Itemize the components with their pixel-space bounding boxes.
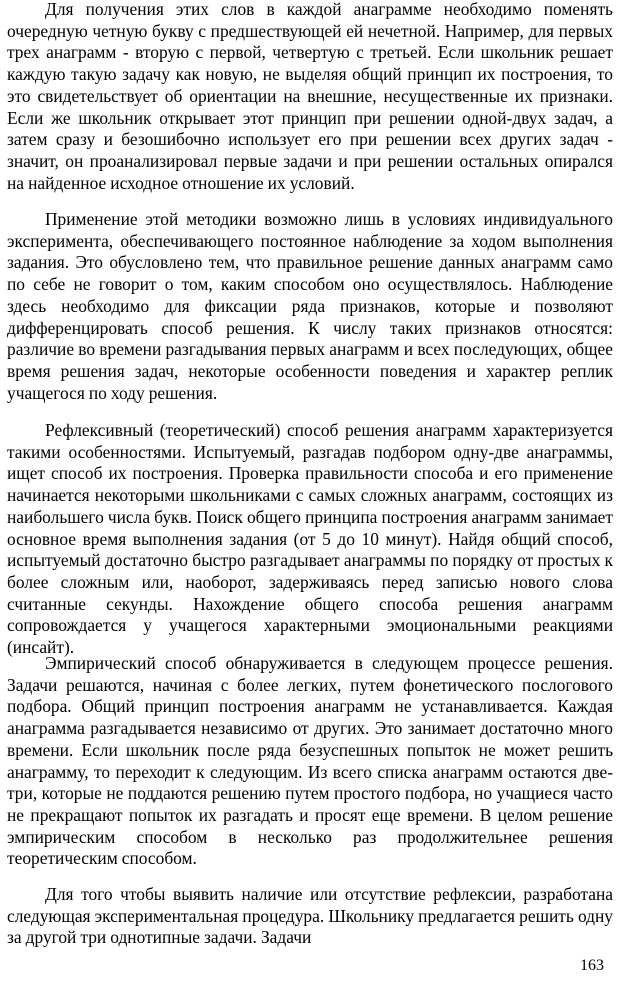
paragraph-5: Для того чтобы выявить наличие или отсутствие рефлексии, разработана следующая экспериментальная процедура. Школьнику предлагается решить одну за другой три однотипные задачи. Задачи (7, 884, 613, 948)
paragraph-3: Рефлексивный (теоретический) способ решения анаграмм характеризуется такими особенностями. Испытуемый, разгадав подбором одну-две анаграммы, ищет способ их построения. Проверка правильности способа и его применение начинается некоторыми школьниками с самых сложных анаграмм, состоящих из наибольшего числа букв. Поиск общего принципа построения анаграмм занимает основное время выполнения задания (от 5 до 10 минут). Найдя общий способ, испытуемый достаточно быстро разгадывает анаграммы по порядку от простых к более сложным или, наоборот, задерживаясь перед записью нового слова считанные секунды. Нахождение общего способа решения анаграмм сопровождается у учащегося характерными эмоциональными реакциями (инсайт). (7, 420, 613, 658)
paragraph-1: Для получения этих слов в каждой анаграмме необходимо поменять очередную четную букву с предшествующей ей нечетной. Например, для первых трех анаграмм - вторую с первой, четвертую с третьей. Если школьник решает каждую такую задачу как новую, не выделяя общий принцип их построения, то это свидетельствует об ориентации на внешние, несущественные их признаки. Если же школьник открывает этот принцип при решении одной-двух задач, а затем сразу и безошибочно использует его при решении всех других задач - значит, он проанализировал первые задачи и при решении остальных опирался на найденное исходное отношение их условий. (7, 0, 613, 193)
paragraph-4: Эмпирический способ обнаруживается в следующем процессе решения. Задачи решаются, начиная с более легких, путем фонетического послогового подбора. Общий принцип построения анаграмм не устанавливается. Каждая анаграмма разгадывается независимо от других. Это занимает достаточно много времени. Если школьник после ряда безуспешных попыток не может решить анаграмму, то переходит к следующим. Из всего списка анаграмм остаются две-три, которые не поддаются решению путем простого подбора, но учащиеся часто не прекращают попыток их разгадать и просят еще времени. В целом решение эмпирическим способом в несколько раз продолжительнее решения теоретическим способом. (7, 653, 613, 869)
page-number: 163 (580, 957, 604, 974)
paragraph-2: Применение этой методики возможно лишь в условиях индивидуального эксперимента, обеспечивающего постоянное наблюдение за ходом выполнения задания. Это обусловлено тем, что правильное решение данных анаграмм само по себе не говорит о том, каким способом оно осуществлялось. Наблюдение здесь необходимо для фиксации ряда признаков, которые и позволяют дифференцировать способ решения. К числу таких признаков относятся: различие во времени разгадывания первых анаграмм и всех последующих, общее время решения задач, некоторые особенности поведения и характер реплик учащегося по ходу решения. (7, 209, 613, 403)
